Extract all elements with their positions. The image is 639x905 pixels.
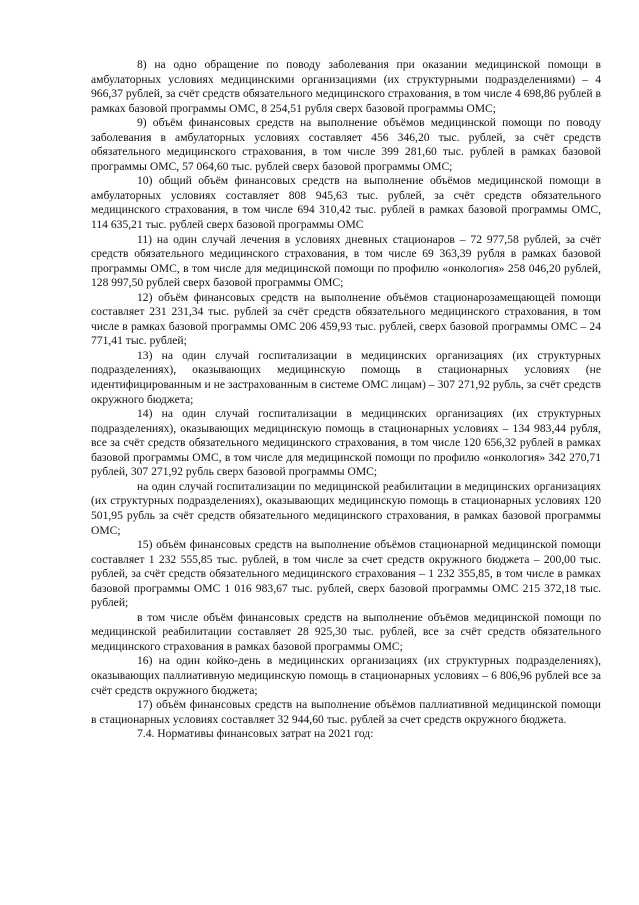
section-heading-7-4: 7.4. Нормативы финансовых затрат на 2021 год: [137, 727, 374, 741]
paragraph-rehabilitation-case: на один случай госпитализации по медицинской реабилитации в медицинских организациях (их структурных подразделениях), оказывающих медицинскую помощь в стационарных условиях 120 501,95 рубль за счёт средств обязательного медицинского страхования, в рамках базовой программы ОМС; [91, 479, 601, 537]
paragraph-item-8: 8) на одно обращение по поводу заболевания при оказании медицинской помощи в амбулаторных условиях медицинскими организациями (их структурными подразделениями) – 4 966,37 рублей, за счёт средств обязательного медицинского страхования, в том числе 4 698,86 рублей в рамках базовой программы ОМС, 8 254,51 рубля сверх базовой программы ОМС; [91, 58, 601, 115]
paragraph-item-9: 9) объём финансовых средств на выполнение объёмов медицинской помощи по поводу заболевания в амбулаторных условиях составляет 456 346,20 тыс. рублей, за счёт средств обязательного медицинского страхования, в том числе 399 281,60 тыс. рублей в рамках базовой программы ОМС, 57 064,60 тыс. рублей сверх базовой программы ОМС; [91, 116, 601, 173]
paragraph-item-11: 11) на один случай лечения в условиях дневных стационаров – 72 977,58 рублей, за счёт средств обязательного медицинского страхования, в том числе 69 363,39 рубля в рамках базовой программы ОМС, в том числе для медицинской помощи по профилю «онкология» 258 046,20 рублей, 128 997,50 рублей сверх базовой программы ОМС; [91, 232, 601, 290]
paragraph-item-14: 14) на один случай госпитализации в медицинских организациях (их структурных подразделениях), оказывающих медицинскую помощь в стационарных условиях – 134 983,44 рубля, все за счёт средств обязательного медицинского страхования, в том числе 120 656,32 рублей в рамках базовой программы ОМС, в том числе для медицинской помощи по профилю «онкология» 342 270,71 рублей, 307 271,92 рубль сверх базовой программы ОМС; [91, 407, 601, 479]
paragraph-item-13: 13) на один случай госпитализации в медицинских организациях (их структурных подразделениях), оказывающих медицинскую помощь в стационарных условиях (не идентифицированным и не застрахованным в системе ОМС лицам) – 307 271,92 рубль, за счёт средств окружного бюджета; [91, 348, 601, 406]
paragraph-item-15: 15) объём финансовых средств на выполнение объёмов стационарной медицинской помощи составляет 1 232 555,85 тыс. рублей, в том числе за счет средств окружного бюджета – 200,00 тыс. рублей, за счёт средств обязательного медицинского страхования – 1 232 355,85, в том числе в рамках базовой программы ОМС 1 016 983,67 тыс. рублей, сверх базовой программы ОМС 215 372,18 тыс. рублей; [91, 538, 601, 610]
paragraph-item-12: 12) объём финансовых средств на выполнение объёмов стационарозамещающей помощи составляет 231 231,34 тыс. рублей за счёт средств обязательного медицинского страхования, в том числе в рамках базовой программы ОМС 206 459,93 тыс. рублей, сверх базовой программы ОМС – 24 771,41 тыс. рублей; [91, 290, 601, 348]
paragraph-rehabilitation-volume: в том числе объём финансовых средств на выполнение объёмов медицинской помощи по медицинской реабилитации составляет 28 925,30 тыс. рублей, все за счёт средств обязательного медицинского страхования в рамках базовой программы ОМС; [91, 610, 601, 653]
paragraph-item-17: 17) объём финансовых средств на выполнение объёмов паллиативной медицинской помощи в стационарных условиях составляет 32 944,60 тыс. рублей за счет средств окружного бюджета. [91, 698, 601, 726]
document-page [91, 58, 601, 742]
paragraph-item-16: 16) на один койко-день в медицинских организациях (их структурных подразделениях), оказывающих паллиативную медицинскую помощь в стационарных условиях – 6 806,96 рублей все за счёт средств окружного бюджета; [91, 654, 601, 697]
paragraph-item-10: 10) общий объём финансовых средств на выполнение объёмов медицинской помощи в амбулаторных условиях составляет 808 945,63 тыс. рублей, за счёт средств обязательного медицинского страхования, в том числе 694 310,42 тыс. рублей в рамках базовой программы ОМС, 114 635,21 тыс. рублей сверх базовой программы ОМС [91, 174, 601, 232]
